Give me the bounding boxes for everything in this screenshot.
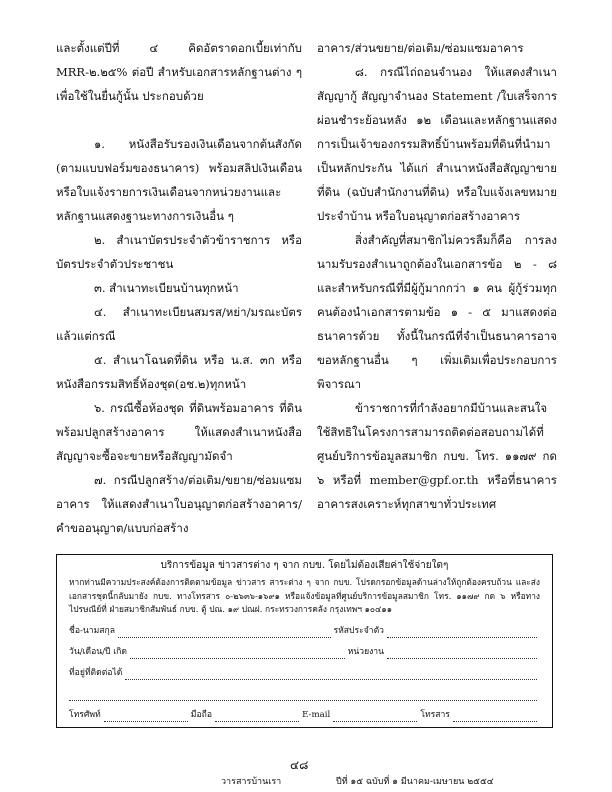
page-number: ๔๘ xyxy=(290,758,309,772)
birth-date-label: วัน/เดือน/ปี เกิด xyxy=(69,646,127,657)
continuation-line: อาคาร/ส่วนขยาย/ต่อเติม/ซ่อมแซมอาคาร xyxy=(317,41,524,55)
agency-field[interactable] xyxy=(387,646,537,659)
doc-item-2: ๒. สำเนาบัตรประจำตัวข้าราชการ หรือบัตรประจำตัวประชาชน xyxy=(56,233,302,271)
address-field[interactable] xyxy=(125,667,537,680)
form-row-birth xyxy=(69,640,540,659)
email-label: E-mail xyxy=(302,709,331,720)
magazine-name: วารสารบ้านเรา xyxy=(221,777,282,787)
mobile-label: มือถือ xyxy=(190,709,212,720)
doc-item-1: ๑. หนังสือรับรองเงินเดือนจากต้นสังกัด (ตามแบบฟอร์มของธนาคาร) พร้อมสลิปเงินเดือนหรือใบแจ้งรายการเงินเดือนจากหน่วยงานและหลักฐานแสดงฐานะทางการเงินอื่น ๆ xyxy=(56,137,302,223)
phone-field[interactable] xyxy=(104,709,188,722)
info-request-form xyxy=(56,554,553,728)
form-title: บริการข้อมูล ข่าวสารต่าง ๆ จาก กบข. โดยไม่ต้องเสียค่าใช้จ่ายใดๆ xyxy=(160,560,449,571)
birth-date-field[interactable] xyxy=(130,646,345,659)
mobile-field[interactable] xyxy=(215,709,299,722)
intro-paragraph: และตั้งแต่ปีที่ ๔ คิดอัตราดอกเบี้ยเท่ากับ MRR-๒.๒๕% ต่อปี สำหรับเอกสารหลักฐานต่าง ๆ เพื่อใช้ในยื่นกู้นั้น ประกอบด้วย xyxy=(56,41,302,103)
spacer xyxy=(56,108,302,132)
form-row-contact xyxy=(69,703,540,722)
fax-field[interactable] xyxy=(453,709,537,722)
address-field-continued[interactable] xyxy=(69,688,537,701)
form-row-blank xyxy=(69,682,540,701)
agency-label: หน่วยงาน xyxy=(347,646,384,657)
id-number-label: รหัสประจำตัว xyxy=(333,625,384,636)
contact-paragraph: ข้าราชการที่กำลังอยากมีบ้านและสนใจใช้สิทธิในโครงการสามารถติดต่อสอบถามได้ที่ศูนย์บริการข้อมูลสมาชิก กบข. โทร. ๑๑๗๙ กด ๖ หรือที่ member@gpf.or.th หรือที่ธนาคารอาคารสงเคราะห์ทุกสาขาทั่วประเทศ xyxy=(317,401,557,511)
name-field[interactable] xyxy=(118,625,331,638)
name-label: ชื่อ-นามสกุล xyxy=(69,625,115,636)
page-footer xyxy=(0,756,612,786)
issue-info: ปีที่ ๑๕ ฉบับที่ ๑ มีนาคม-เมษายน ๒๕๕๔ xyxy=(336,777,494,787)
doc-item-4: ๔. สำเนาทะเบียนสมรส/หย่า/มรณะบัตร แล้วแต่กรณี xyxy=(56,305,302,343)
fax-label: โทรสาร xyxy=(420,709,450,720)
doc-item-5: ๕. สำเนาโฉนดที่ดิน หรือ น.ส. ๓ก หรือหนังสือกรรมสิทธิ์ห้องชุด(อช.๒)ทุกหน้า xyxy=(56,353,302,391)
doc-item-3: ๓. สำเนาทะเบียนบ้านทุกหน้า xyxy=(94,281,239,295)
right-column xyxy=(317,36,557,516)
form-row-address xyxy=(69,661,540,680)
form-description: หากท่านมีความประสงค์ต้องการติดตามข้อมูล ข่าวสาร สาระต่าง ๆ จาก กบข. โปรดกรอกข้อมูลด้านล่างให้ถูกต้องครบถ้วน และส่งเอกสารชุดนี้กลับมายัง กบข. ทางโทรสาร ๐-๒๖๓๖-๑๖๙๑ หรือแจ้งข้อมูลที่ศูนย์บริการข้อมูลสมาชิก โทร. ๑๑๗๙ กด ๖ หรือทางไปรษณีย์ที่ ฝ่ายสมาชิกสัมพันธ์ กบข. ตู้ ปณ. ๑๙ ปณฝ. กระทรวงการคลัง กรุงเทพฯ ๑๐๔๑๑ xyxy=(69,577,540,614)
doc-item-6: ๖. กรณีซื้อห้องชุด ที่ดินพร้อมอาคาร ที่ดินพร้อมปลูกสร้างอาคาร ให้แสดงสำเนาหนังสือสัญญาจะซื้อจะขายหรือสัญญามัดจำ xyxy=(56,401,302,463)
phone-label: โทรศัพท์ xyxy=(69,709,101,720)
address-label: ที่อยู่ที่ติดต่อได้ xyxy=(69,667,123,678)
important-note: สิ่งสำคัญที่สมาชิกไม่ควรลืมก็คือ การลงนามรับรองสำเนาถูกต้องในเอกสารข้อ ๒ - ๘ และสำหรับกรณีที่มีผู้กู้มากกว่า ๑ คน ผู้กู้ร่วมทุกคนต้องนำเอกสารตามข้อ ๑ - ๕ มาแสดงต่อธนาคารด้วย ทั้งนี้ในกรณีที่จำเป็นธนาคารอาจขอหลักฐานอื่น ๆ เพิ่มเติมเพื่อประกอบการพิจารณา xyxy=(317,233,557,391)
left-column xyxy=(56,36,302,540)
doc-item-7: ๗. กรณีปลูกสร้าง/ต่อเติม/ขยาย/ซ่อมแซมอาคาร ให้แสดงสำเนาใบอนุญาตก่อสร้างอาคาร/คำขออนุญาต/แบบก่อสร้าง xyxy=(56,473,302,535)
doc-item-8: ๘. กรณีไถ่ถอนจำนอง ให้แสดงสำเนาสัญญากู้ สัญญาจำนอง Statement /ใบเสร็จการผ่อนชำระย้อนหลัง ๑๒ เดือนและหลักฐานแสดงการเป็นเจ้าของกรรมสิทธิ์บ้านพร้อมที่ดินที่นำมาเป็นหลักประกัน ได้แก่ สำเนาหนังสือสัญญาขายที่ดิน (ฉบับสำนักงานที่ดิน) หรือใบแจ้งเลขหมายประจำบ้าน หรือใบอนุญาตก่อสร้างอาคาร xyxy=(317,65,557,223)
email-field[interactable] xyxy=(333,709,417,722)
form-row-name xyxy=(69,619,540,638)
id-number-field[interactable] xyxy=(387,625,537,638)
